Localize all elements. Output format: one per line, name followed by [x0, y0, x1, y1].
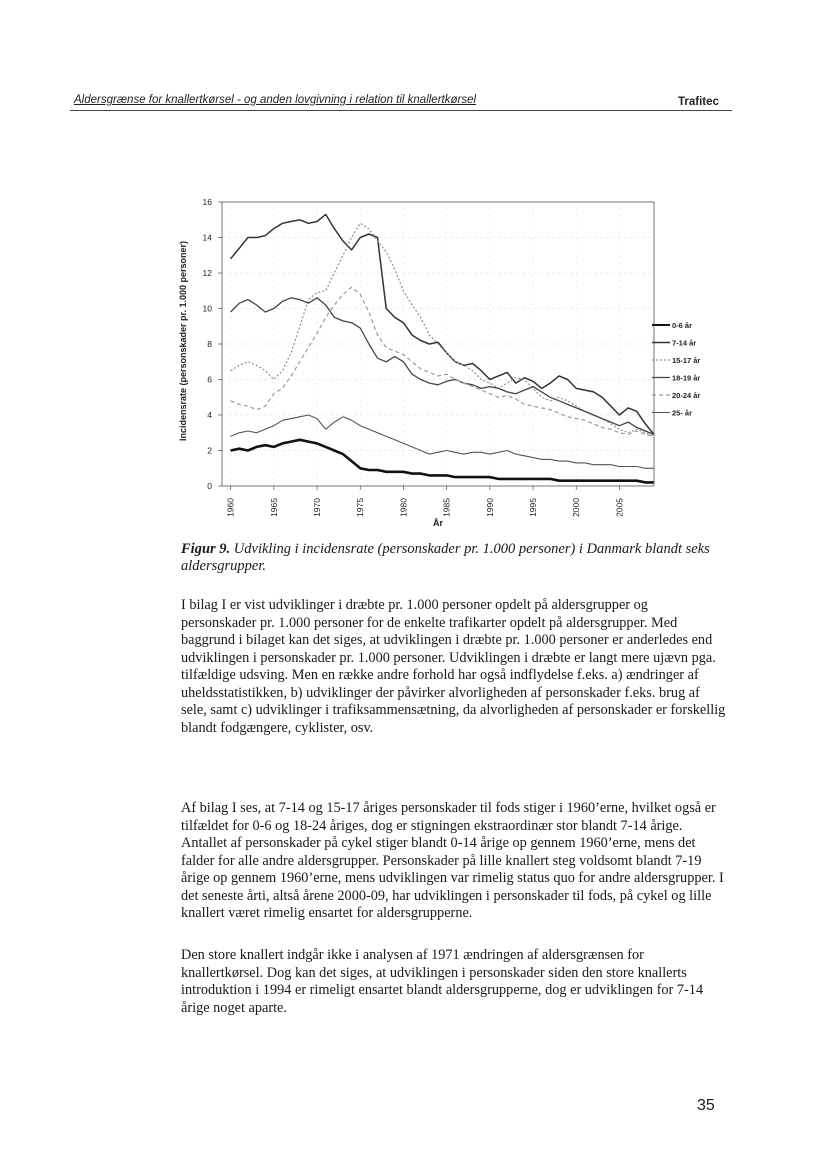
x-tick-label: 2000: [571, 498, 582, 517]
incidence-chart: [160, 186, 720, 531]
x-tick-label: 1995: [528, 498, 539, 517]
series-line-2: [231, 214, 654, 434]
y-tick-label: 16: [202, 197, 212, 207]
legend-label: 7-14 år: [672, 338, 697, 348]
y-tick-label: 2: [207, 445, 212, 456]
x-tick-label: 1960: [225, 498, 236, 517]
x-tick-label: 1975: [355, 498, 366, 517]
x-axis-label: År: [432, 518, 444, 528]
x-tick-label: 1965: [268, 498, 279, 517]
y-axis-label: Incidensrate (personskader pr. 1.000 personer): [178, 240, 188, 442]
body-paragraph-1: I bilag I er vist udviklinger i dræbte pr. 1.000 personer opdelt på aldersgrupper og personskader pr. 1.000 personer for de enkelte trafikarter opdelt på aldersgrupper. Med baggrund i bilaget kan det siges, at udviklingen i dræbte pr. 1.000 personer er anderledes end udviklingen i personskader pr. 1.000 personer. Udviklingen i dræbte er langt mere ujævn pga. tilfældige udsving. Men en række andre forhold har også indflydelse f.eks. a) ændringer af uheldsstatistikken, b) udviklinger der påvirker alvorligheden af personskader f.eks. brug af sele, samt c) udviklinger i trafiksammensætning, da alvorligheden af personskader er forskellig blandt fodgængere, cyklister, osv.: [181, 597, 726, 736]
series-line-4: [231, 298, 654, 435]
x-tick-label: 1985: [441, 498, 452, 517]
figure-caption-text: Udvikling i incidensrate (personskader pr. 1.000 personer) i Danmark blandt seks aldersgrupper.: [181, 541, 710, 574]
series-line-3: [231, 223, 654, 436]
figure-caption: [181, 541, 721, 575]
running-header-brand: Trafitec: [678, 96, 719, 108]
y-tick-label: 6: [207, 374, 212, 385]
y-tick-label: 8: [207, 339, 212, 349]
series-line-1: [231, 440, 654, 483]
series-lines: [231, 214, 654, 482]
running-header-title: Aldersgrænse for knallertkørsel - og anden lovgivning i relation til knallertkørsel: [74, 94, 477, 106]
page-number: 35: [697, 1097, 715, 1114]
legend: [652, 321, 700, 418]
legend-label: 20-24 år: [672, 391, 701, 400]
body-paragraph-2: Af bilag I ses, at 7-14 og 15-17 åriges personskader til fods stiger i 1960’erne, hvilket også er tilfældet for 0-6 og 18-24 åriges, dog er stigningen ekstraordinær stor blandt 7-14 årige. Antallet af personskader på cykel stiger blandt 0-14 årige op gennem 1960’erne, mens det falder for alle andre aldersgrupper. Personskader på lille knallert steg voldsomt blandt 7-19 årige op gennem 1960’erne, mens udviklingen var rimelig status quo for andre aldersgrupper. I det seneste årti, altså årene 2000-09, har udviklingen i personskader til fods, på cykel og lille knallert været rimelig ensartet for aldersgrupperne.: [181, 800, 724, 921]
y-tick-label: 14: [202, 232, 212, 243]
legend-label: 18-19 år: [672, 373, 701, 383]
x-tick-label: 1970: [312, 498, 323, 517]
y-tick-label: 12: [202, 268, 212, 278]
axes: [203, 197, 654, 517]
x-tick-label: 2005: [614, 498, 625, 517]
figure-label: Figur 9.: [181, 541, 231, 557]
y-tick-label: 4: [207, 410, 212, 420]
x-tick-label: 1980: [398, 498, 409, 517]
y-tick-label: 0: [207, 481, 212, 491]
legend-label: 25- år: [672, 408, 693, 418]
y-tick-label: 10: [202, 303, 212, 314]
legend-label: 15-17 år: [672, 356, 701, 365]
x-tick-label: 1990: [484, 498, 495, 517]
legend-label: 0-6 år: [672, 321, 693, 330]
body-paragraph-3: Den store knallert indgår ikke i analysen af 1971 ændringen af aldersgrænsen for knallertkørsel. Dog kan det siges, at udviklingen i personskader siden den store knallerts introduktion i 1994 er rimeligt ensartet blandt aldersgrupperne, dog er udviklingen for 7-14 årige noget aparte.: [181, 947, 704, 1016]
header-rule: [70, 110, 732, 111]
